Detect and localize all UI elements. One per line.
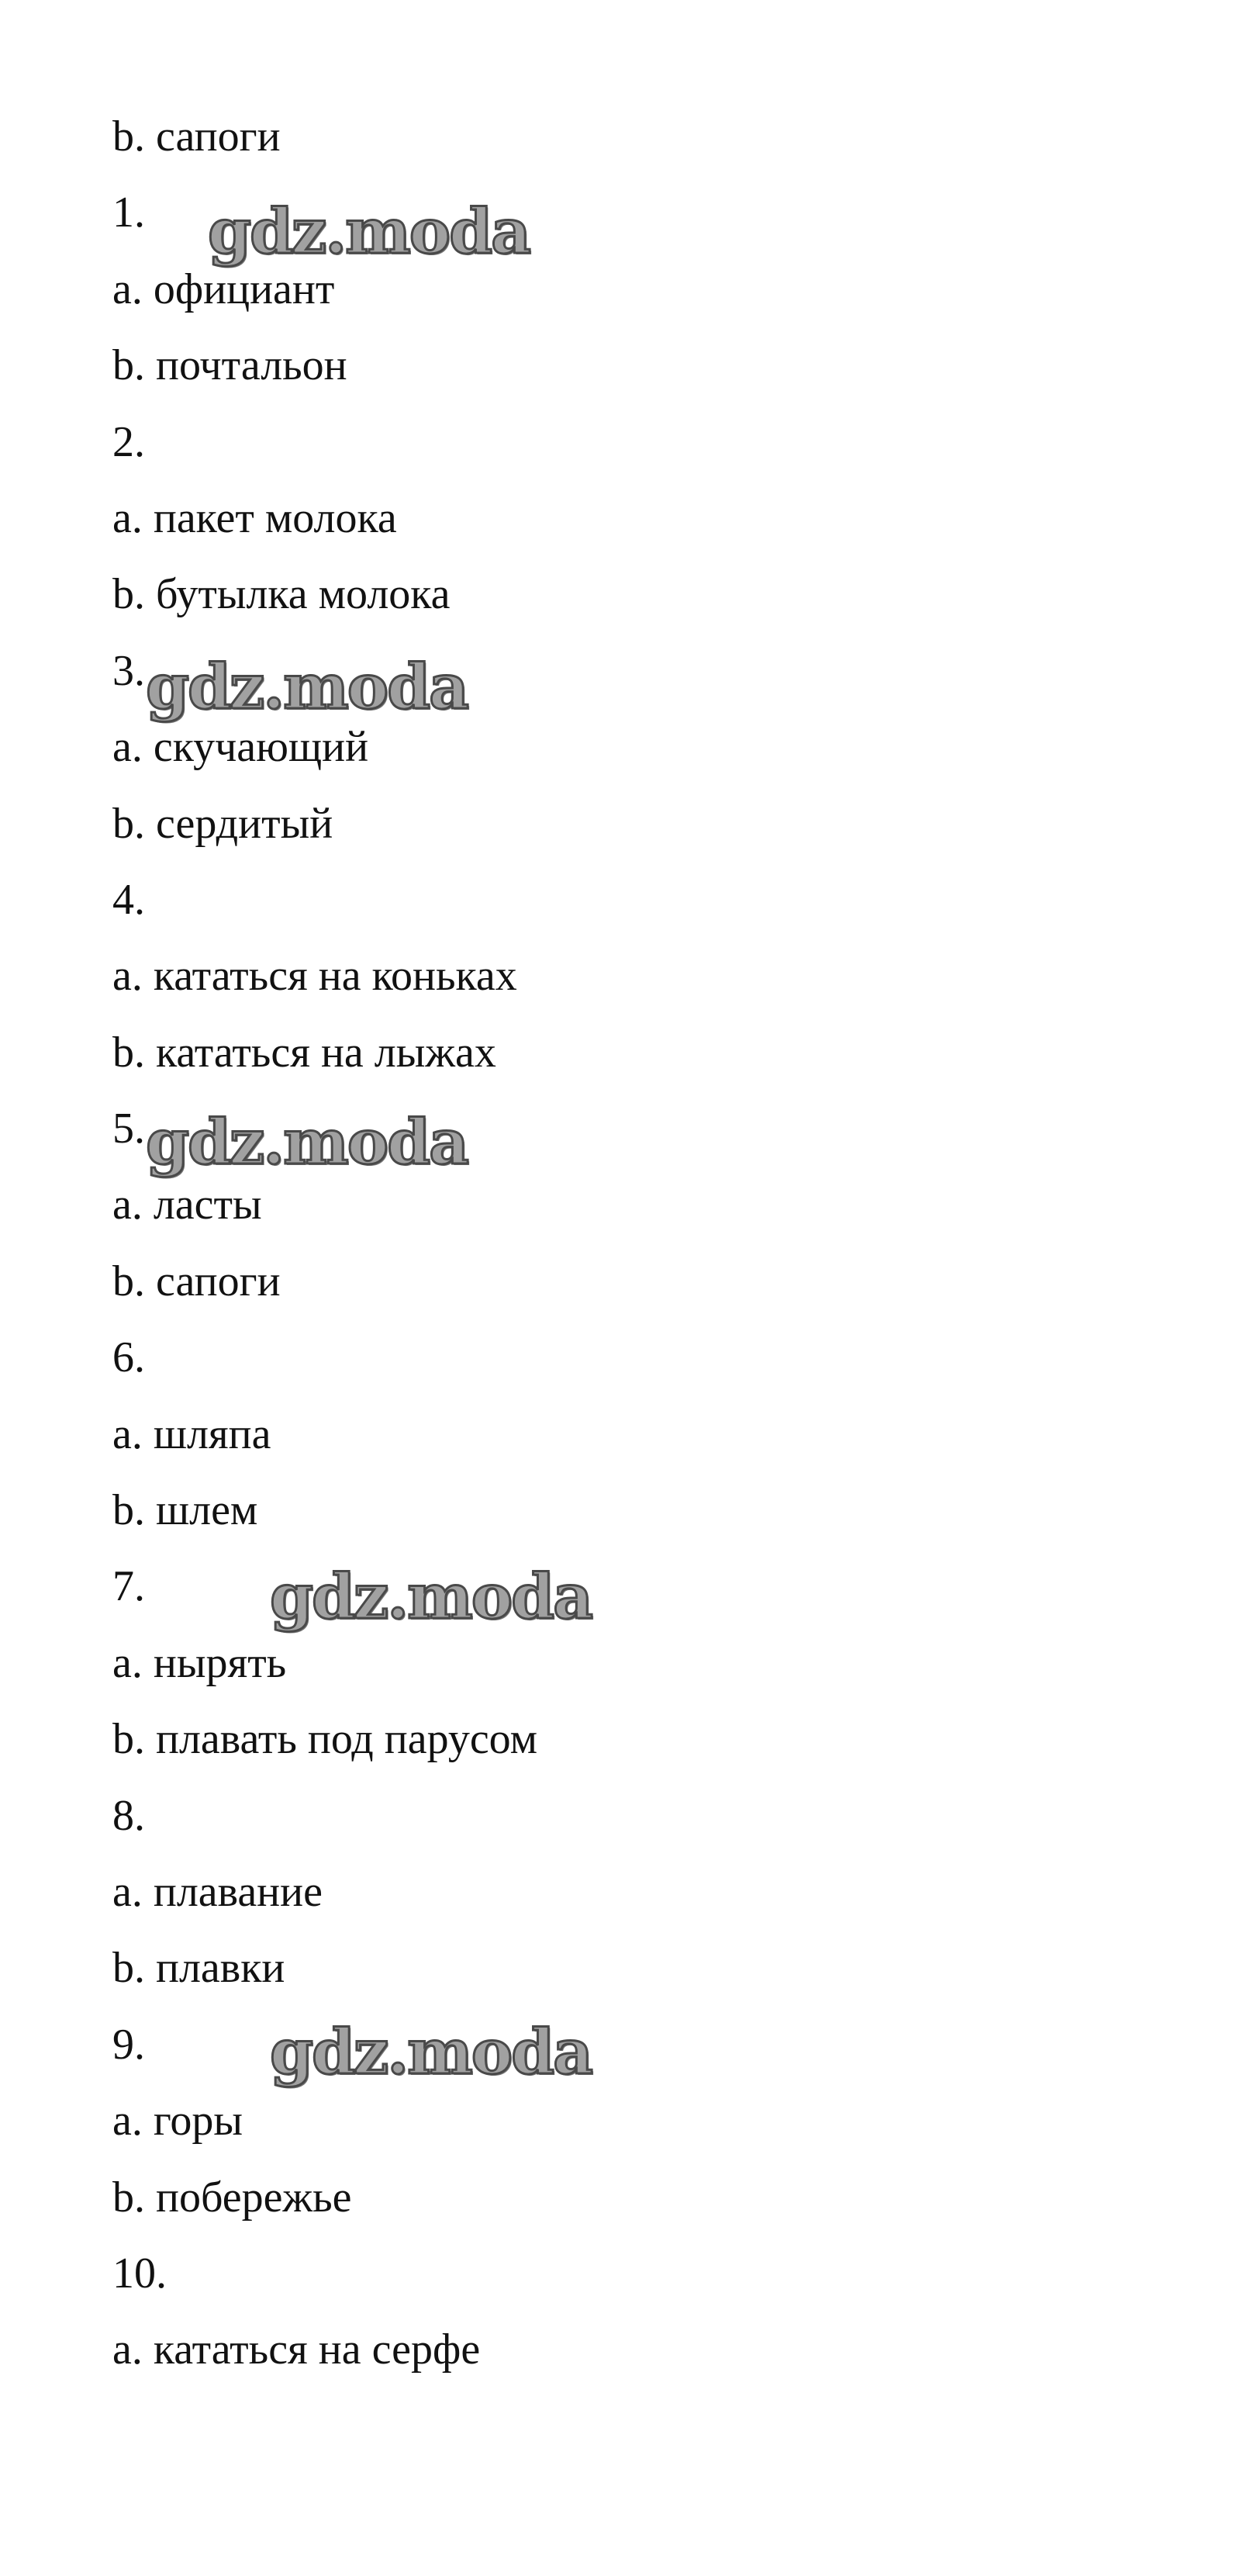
list-line: a. горы [112,2097,243,2146]
list-line: 3. [112,646,145,695]
list-line: b. побережье [112,2173,352,2222]
list-line: 2. [112,417,145,466]
list-line: 7. [112,1562,145,1611]
watermark: gdz.moda [270,1560,592,1633]
list-line: 5. [112,1105,145,1153]
watermark: gdz.moda [146,1105,468,1178]
list-line: a. ласты [112,1181,262,1229]
list-line: b. бутылка молока [112,570,451,619]
list-line: b. почтальон [112,341,347,390]
list-line: 9. [112,2020,145,2069]
list-line: a. официант [112,265,335,313]
list-line: b. плавать под парусом [112,1715,538,1764]
list-line: b. сердитый [112,799,333,848]
watermark: gdz.moda [208,195,530,268]
list-line: a. плавание [112,1867,323,1916]
list-line: a. скучающий [112,723,369,772]
list-line: a. пакет молока [112,493,397,542]
list-line: b. сапоги [112,112,281,161]
list-line: 4. [112,875,145,924]
list-line: b. плавки [112,1944,285,1993]
watermark: gdz.moda [270,2015,592,2088]
list-line: 10. [112,2249,167,2298]
list-line: b. сапоги [112,1257,281,1305]
list-line: a. шляпа [112,1409,271,1458]
list-line: 8. [112,1791,145,1840]
list-line: 1. [112,188,145,237]
list-line: b. шлем [112,1486,258,1535]
list-line: a. кататься на серфе [112,2325,481,2374]
list-line: a. кататься на коньках [112,952,517,1001]
list-line: a. нырять [112,1638,287,1687]
watermark: gdz.moda [146,650,468,723]
list-line: 6. [112,1333,145,1382]
list-line: b. кататься на лыжах [112,1028,496,1077]
